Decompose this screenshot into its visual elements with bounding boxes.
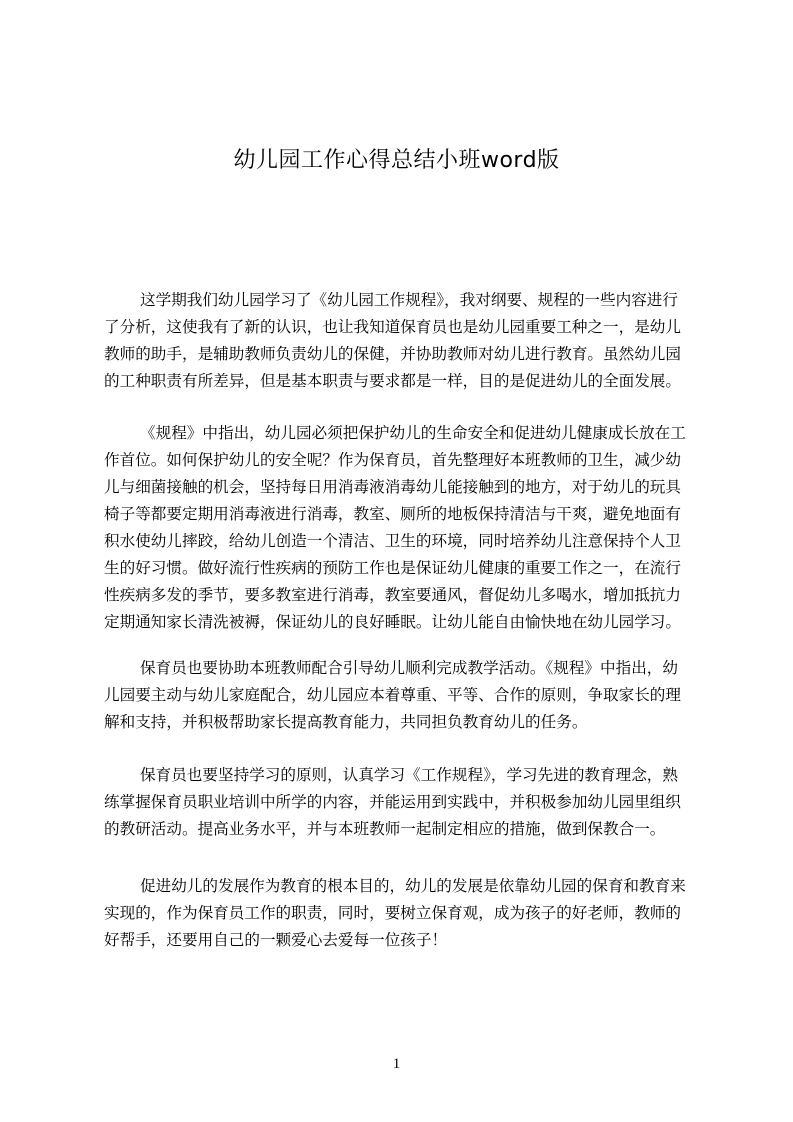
paragraph-line: 好帮手，还要用自己的一颗爱心去爱每一位孩子！ xyxy=(104,931,448,949)
paragraph-line: 儿园要主动与幼儿家庭配合，幼儿园应本着尊重、平等、合作的原则，争取家长的理 xyxy=(104,686,681,704)
paragraph-line: 性疾病多发的季节，要多教室进行消毒，教室要通风，督促幼儿多喝水，增加抵抗力 xyxy=(104,586,681,604)
paragraph-line: 积水使幼儿摔跤，给幼儿创造一个清洁、卫生的环境，同时培养幼儿注意保持个人卫 xyxy=(104,532,681,550)
paragraph-line: 椅子等都要定期用消毒液进行消毒，教室、厕所的地板保持清洁与干爽，避免地面有 xyxy=(104,505,681,523)
paragraph-line: 的教研活动。提高业务水平，并与本班教师一起制定相应的措施，做到保教合一。 xyxy=(104,820,666,838)
paragraph-line: 作首位。如何保护幼儿的安全呢？作为保育员，首先整理好本班教师的卫生，减少幼 xyxy=(104,451,681,469)
paragraph-line: 《规程》中指出，幼儿园必须把保护幼儿的生命安全和促进幼儿健康成长放在工 xyxy=(140,424,686,442)
paragraph-line: 解和支持，并积极帮助家长提高教育能力，共同担负教育幼儿的任务。 xyxy=(104,713,588,731)
page-number: 1 xyxy=(392,1056,401,1072)
paragraph-line: 教师的助手，是辅助教师负责幼儿的保健，并协助教师对幼儿进行教育。虽然幼儿园 xyxy=(104,345,681,363)
paragraph-line: 保育员也要协助本班教师配合引导幼儿顺利完成教学活动。《规程》中指出，幼 xyxy=(140,659,678,677)
paragraph-line: 这学期我们幼儿园学习了《幼儿园工作规程》，我对纲要、规程的一些内容进行 xyxy=(140,291,678,309)
paragraph-line: 保育员也要坚持学习的原则，认真学习《工作规程》，学习先进的教育理念，熟 xyxy=(140,766,678,784)
paragraph-line: 定期通知家长清洗被褥，保证幼儿的良好睡眠。让幼儿能自由愉快地在幼儿园学习。 xyxy=(104,613,681,631)
paragraph-line: 了分析，这使我有了新的认识，也让我知道保育员也是幼儿园重要工种之一，是幼儿 xyxy=(104,318,681,336)
document-title: 幼儿园工作心得总结小班word版 xyxy=(233,148,560,173)
paragraph-line: 生的好习惯。做好流行性疾病的预防工作也是保证幼儿健康的重要工作之一，在流行 xyxy=(104,559,681,577)
paragraph-line: 的工种职责有所差异，但是基本职责与要求都是一样，目的是促进幼儿的全面发展。 xyxy=(104,372,681,390)
paragraph-line: 实现的，作为保育员工作的职责，同时，要树立保育观，成为孩子的好老师，教师的 xyxy=(104,904,681,922)
paragraph-line: 儿与细菌接触的机会，坚持每日用消毒液消毒幼儿能接触到的地方，对于幼儿的玩具 xyxy=(104,478,681,496)
paragraph-line: 练掌握保育员职业培训中所学的内容，并能运用到实践中，并积极参加幼儿园里组织 xyxy=(104,793,681,811)
paragraph-line: 促进幼儿的发展作为教育的根本目的，幼儿的发展是依靠幼儿园的保育和教育来 xyxy=(140,877,686,895)
